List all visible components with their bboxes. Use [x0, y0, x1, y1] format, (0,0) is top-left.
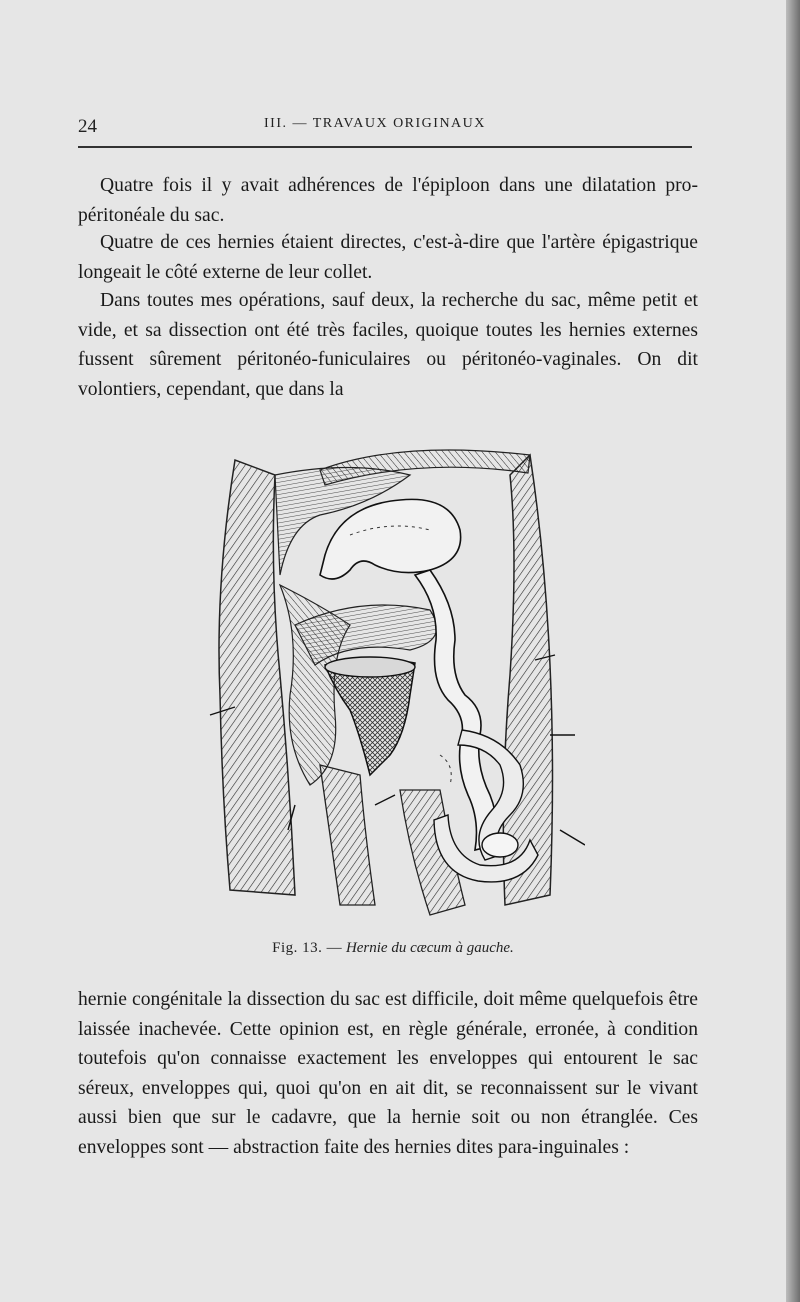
- page-number: 24: [78, 116, 97, 137]
- paragraph-2: Quatre de ces hernies étaient directes, c'est-à-dire que l'artère épigastrique longeait le côté externe de leur collet.: [78, 232, 698, 283]
- hernia-illustration: [200, 435, 585, 930]
- figure-title: Hernie du cæcum à gauche.: [345, 940, 514, 956]
- page-edge: [786, 0, 800, 1302]
- paragraph-3: Dans toutes mes opérations, sauf deux, la recherche du sac, même petit et vide, et sa dissection ont été très faciles, quoique toutes les hernies externes fussent sûrement péritonéo-funiculaires ou péritonéo-vaginales. On dit volontiers, cependant, que dans la: [78, 290, 698, 400]
- figure-label: Fig. 13. —: [272, 940, 343, 956]
- paragraph-1: Quatre fois il y avait adhérences de l'épiploon dans une dilatation pro-péritonéale du sac.: [78, 175, 698, 226]
- figure-caption: [0, 940, 786, 957]
- page-header: [78, 112, 694, 142]
- running-head: III. — TRAVAUX ORIGINAUX: [264, 116, 486, 131]
- header-rule: [78, 146, 692, 148]
- paragraph-4: hernie congénitale la dissection du sac est difficile, doit même quelquefois être laissée inachevée. Cette opinion est, en règle générale, erronée, à condition toutefois qu'on connaisse exactement les enveloppes qui entourent le sac séreux, enveloppes qui, quoi qu'on en ait dit, se reconnaissent sur le vivant aussi bien que sur le cadavre, que la hernie soit ou non étranglée. Ces enveloppes sont — abstraction faite des hernies dites para-inguinales :: [78, 989, 698, 1158]
